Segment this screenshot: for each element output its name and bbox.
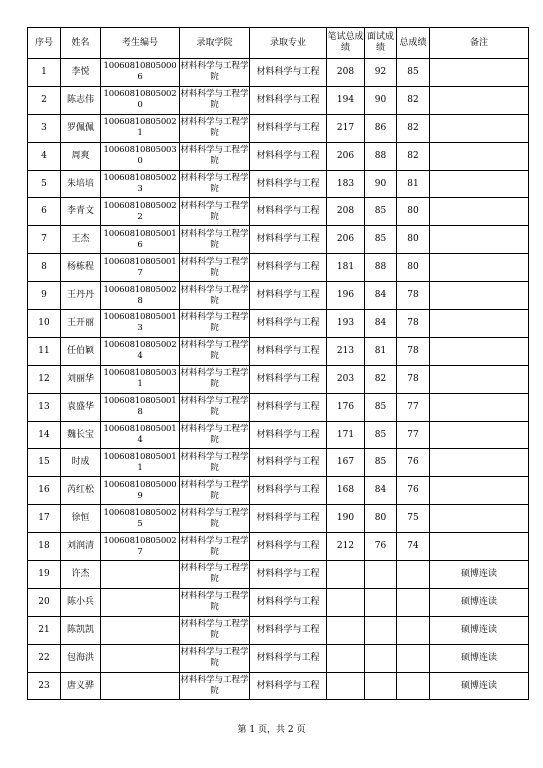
cell-college: 材料科学与工程学院: [180, 588, 250, 616]
table-row: [28, 477, 529, 505]
cell-exam-id: 100608108050025: [101, 505, 180, 533]
cell-major: 材料科学与工程: [250, 477, 327, 505]
table-row: [28, 254, 529, 282]
cell-major: 材料科学与工程: [250, 421, 327, 449]
cell-exam-id: 100608108050006: [101, 59, 180, 87]
table-row: [28, 282, 529, 310]
cell-total-score: [397, 672, 430, 700]
cell-seq: 10: [28, 310, 61, 338]
cell-written-score: 196: [327, 282, 365, 310]
cell-name: 时成: [61, 449, 101, 477]
cell-remark: [430, 505, 529, 533]
cell-written-score: [327, 644, 365, 672]
table-row: [28, 505, 529, 533]
cell-exam-id: 100608108050018: [101, 393, 180, 421]
cell-major: 材料科学与工程: [250, 393, 327, 421]
cell-remark: [430, 198, 529, 226]
cell-college: 材料科学与工程学院: [180, 505, 250, 533]
cell-remark: [430, 254, 529, 282]
cell-total-score: 75: [397, 505, 430, 533]
cell-seq: 21: [28, 616, 61, 644]
cell-remark: 硕博连读: [430, 561, 529, 589]
table-row: [28, 421, 529, 449]
cell-written-score: 167: [327, 449, 365, 477]
table-row: [28, 561, 529, 589]
cell-major: 材料科学与工程: [250, 616, 327, 644]
cell-interview-score: 84: [365, 477, 397, 505]
cell-college: 材料科学与工程学院: [180, 533, 250, 561]
cell-exam-id: 100608108050030: [101, 142, 180, 170]
cell-total-score: [397, 588, 430, 616]
cell-major: 材料科学与工程: [250, 644, 327, 672]
cell-interview-score: [365, 644, 397, 672]
cell-written-score: 168: [327, 477, 365, 505]
cell-written-score: 208: [327, 59, 365, 87]
cell-seq: 3: [28, 114, 61, 142]
cell-name: 陈凯凯: [61, 616, 101, 644]
cell-name: 陈志伟: [61, 86, 101, 114]
cell-written-score: 208: [327, 198, 365, 226]
cell-name: 王丹丹: [61, 282, 101, 310]
cell-written-score: [327, 672, 365, 700]
cell-exam-id: 100608108050024: [101, 337, 180, 365]
cell-seq: 12: [28, 365, 61, 393]
cell-major: 材料科学与工程: [250, 672, 327, 700]
header-seq: 序号: [28, 28, 61, 59]
page-footer: 第 1 页，共 2 页: [237, 725, 306, 735]
cell-total-score: 82: [397, 86, 430, 114]
cell-written-score: [327, 588, 365, 616]
cell-name: 朱培培: [61, 170, 101, 198]
cell-interview-score: 85: [365, 421, 397, 449]
cell-total-score: 78: [397, 282, 430, 310]
cell-exam-id: [101, 588, 180, 616]
cell-total-score: [397, 616, 430, 644]
cell-remark: [430, 365, 529, 393]
cell-remark: [430, 477, 529, 505]
cell-exam-id: [101, 616, 180, 644]
cell-college: 材料科学与工程学院: [180, 337, 250, 365]
cell-remark: [430, 59, 529, 87]
cell-interview-score: 85: [365, 449, 397, 477]
cell-seq: 4: [28, 142, 61, 170]
cell-major: 材料科学与工程: [250, 533, 327, 561]
table-row: [28, 449, 529, 477]
cell-name: 唐义骅: [61, 672, 101, 700]
cell-name: 李悦: [61, 59, 101, 87]
cell-exam-id: 100608108050011: [101, 449, 180, 477]
cell-interview-score: 88: [365, 142, 397, 170]
cell-college: 材料科学与工程学院: [180, 86, 250, 114]
cell-remark: [430, 533, 529, 561]
cell-remark: 硕博连读: [430, 616, 529, 644]
cell-seq: 7: [28, 226, 61, 254]
table-row: [28, 588, 529, 616]
cell-total-score: 76: [397, 449, 430, 477]
cell-total-score: 82: [397, 142, 430, 170]
cell-seq: 16: [28, 477, 61, 505]
cell-name: 王开丽: [61, 310, 101, 338]
table-row: [28, 365, 529, 393]
cell-name: 周爽: [61, 142, 101, 170]
cell-seq: 22: [28, 644, 61, 672]
cell-written-score: 217: [327, 114, 365, 142]
cell-remark: [430, 86, 529, 114]
cell-interview-score: 81: [365, 337, 397, 365]
cell-college: 材料科学与工程学院: [180, 421, 250, 449]
table-row: [28, 393, 529, 421]
cell-seq: 14: [28, 421, 61, 449]
cell-total-score: 85: [397, 59, 430, 87]
cell-interview-score: [365, 616, 397, 644]
cell-remark: [430, 337, 529, 365]
cell-exam-id: 100608108050023: [101, 170, 180, 198]
cell-total-score: 76: [397, 477, 430, 505]
table-body: [28, 59, 529, 700]
cell-college: 材料科学与工程学院: [180, 449, 250, 477]
table-row: [28, 310, 529, 338]
cell-name: 袁盛华: [61, 393, 101, 421]
cell-written-score: 193: [327, 310, 365, 338]
cell-name: 许杰: [61, 561, 101, 589]
header-remark: 备注: [430, 28, 529, 59]
header-row: [28, 28, 529, 59]
cell-interview-score: 90: [365, 86, 397, 114]
cell-college: 材料科学与工程学院: [180, 616, 250, 644]
cell-college: 材料科学与工程学院: [180, 393, 250, 421]
cell-major: 材料科学与工程: [250, 505, 327, 533]
cell-college: 材料科学与工程学院: [180, 477, 250, 505]
cell-remark: [430, 170, 529, 198]
cell-written-score: [327, 561, 365, 589]
cell-total-score: 78: [397, 365, 430, 393]
cell-remark: 硕博连读: [430, 672, 529, 700]
cell-total-score: 78: [397, 310, 430, 338]
cell-interview-score: 80: [365, 505, 397, 533]
cell-seq: 6: [28, 198, 61, 226]
cell-major: 材料科学与工程: [250, 588, 327, 616]
cell-major: 材料科学与工程: [250, 449, 327, 477]
cell-name: 芮红松: [61, 477, 101, 505]
cell-seq: 5: [28, 170, 61, 198]
cell-written-score: 176: [327, 393, 365, 421]
cell-exam-id: 100608108050027: [101, 533, 180, 561]
cell-major: 材料科学与工程: [250, 561, 327, 589]
cell-name: 刘润清: [61, 533, 101, 561]
cell-written-score: 206: [327, 142, 365, 170]
cell-major: 材料科学与工程: [250, 59, 327, 87]
cell-college: 材料科学与工程学院: [180, 644, 250, 672]
cell-major: 材料科学与工程: [250, 365, 327, 393]
cell-exam-id: 100608108050021: [101, 114, 180, 142]
cell-college: 材料科学与工程学院: [180, 365, 250, 393]
cell-name: 杨栋程: [61, 254, 101, 282]
cell-remark: 硕博连读: [430, 644, 529, 672]
cell-interview-score: 85: [365, 393, 397, 421]
cell-exam-id: 100608108050016: [101, 226, 180, 254]
table-header: [28, 28, 529, 59]
admission-table: [27, 27, 529, 700]
cell-major: 材料科学与工程: [250, 337, 327, 365]
cell-seq: 18: [28, 533, 61, 561]
cell-total-score: 74: [397, 533, 430, 561]
cell-major: 材料科学与工程: [250, 254, 327, 282]
cell-name: 任伯颖: [61, 337, 101, 365]
cell-total-score: 80: [397, 198, 430, 226]
cell-total-score: [397, 561, 430, 589]
cell-exam-id: [101, 561, 180, 589]
table-row: [28, 672, 529, 700]
cell-seq: 17: [28, 505, 61, 533]
cell-total-score: 80: [397, 226, 430, 254]
header-college: 录取学院: [180, 28, 250, 59]
header-total-score: 总成绩: [397, 28, 430, 59]
cell-seq: 19: [28, 561, 61, 589]
cell-seq: 23: [28, 672, 61, 700]
cell-college: 材料科学与工程学院: [180, 170, 250, 198]
cell-college: 材料科学与工程学院: [180, 142, 250, 170]
cell-major: 材料科学与工程: [250, 142, 327, 170]
cell-name: 刘丽华: [61, 365, 101, 393]
cell-seq: 1: [28, 59, 61, 87]
cell-total-score: 81: [397, 170, 430, 198]
cell-interview-score: [365, 561, 397, 589]
cell-remark: [430, 114, 529, 142]
table-row: [28, 198, 529, 226]
cell-seq: 2: [28, 86, 61, 114]
cell-major: 材料科学与工程: [250, 282, 327, 310]
table-row: [28, 616, 529, 644]
cell-exam-id: 100608108050022: [101, 198, 180, 226]
cell-name: 包海洪: [61, 644, 101, 672]
cell-interview-score: 85: [365, 198, 397, 226]
cell-name: 王杰: [61, 226, 101, 254]
cell-interview-score: 84: [365, 282, 397, 310]
cell-college: 材料科学与工程学院: [180, 310, 250, 338]
cell-seq: 20: [28, 588, 61, 616]
cell-interview-score: 85: [365, 226, 397, 254]
cell-remark: [430, 142, 529, 170]
cell-written-score: 181: [327, 254, 365, 282]
table-row: [28, 337, 529, 365]
cell-written-score: 213: [327, 337, 365, 365]
cell-college: 材料科学与工程学院: [180, 672, 250, 700]
cell-total-score: 82: [397, 114, 430, 142]
cell-major: 材料科学与工程: [250, 198, 327, 226]
cell-college: 材料科学与工程学院: [180, 282, 250, 310]
cell-total-score: 77: [397, 421, 430, 449]
cell-exam-id: 100608108050014: [101, 421, 180, 449]
cell-written-score: 171: [327, 421, 365, 449]
cell-exam-id: 100608108050017: [101, 254, 180, 282]
cell-exam-id: 100608108050031: [101, 365, 180, 393]
cell-college: 材料科学与工程学院: [180, 114, 250, 142]
cell-seq: 9: [28, 282, 61, 310]
cell-name: 陈小兵: [61, 588, 101, 616]
cell-exam-id: [101, 672, 180, 700]
header-major: 录取专业: [250, 28, 327, 59]
cell-exam-id: 100608108050013: [101, 310, 180, 338]
cell-remark: 硕博连读: [430, 588, 529, 616]
cell-interview-score: 88: [365, 254, 397, 282]
cell-total-score: [397, 644, 430, 672]
cell-interview-score: [365, 588, 397, 616]
cell-college: 材料科学与工程学院: [180, 254, 250, 282]
cell-remark: [430, 449, 529, 477]
cell-name: 李青文: [61, 198, 101, 226]
admission-list-sheet: [27, 27, 528, 700]
table-row: [28, 86, 529, 114]
table-row: [28, 226, 529, 254]
cell-exam-id: 100608108050028: [101, 282, 180, 310]
cell-interview-score: 82: [365, 365, 397, 393]
cell-name: 魏长宝: [61, 421, 101, 449]
header-written-score: 笔试总成绩: [327, 28, 365, 59]
cell-seq: 11: [28, 337, 61, 365]
cell-remark: [430, 282, 529, 310]
cell-college: 材料科学与工程学院: [180, 226, 250, 254]
cell-written-score: 212: [327, 533, 365, 561]
header-interview-score: 面试成绩: [365, 28, 397, 59]
cell-remark: [430, 226, 529, 254]
cell-total-score: 80: [397, 254, 430, 282]
header-exam-id: 考生编号: [101, 28, 180, 59]
cell-interview-score: 84: [365, 310, 397, 338]
cell-seq: 8: [28, 254, 61, 282]
cell-remark: [430, 393, 529, 421]
cell-college: 材料科学与工程学院: [180, 561, 250, 589]
cell-interview-score: [365, 672, 397, 700]
cell-college: 材料科学与工程学院: [180, 59, 250, 87]
cell-written-score: 203: [327, 365, 365, 393]
table-row: [28, 533, 529, 561]
table-row: [28, 59, 529, 87]
cell-written-score: 190: [327, 505, 365, 533]
cell-major: 材料科学与工程: [250, 114, 327, 142]
cell-interview-score: 86: [365, 114, 397, 142]
table-row: [28, 644, 529, 672]
cell-seq: 15: [28, 449, 61, 477]
cell-total-score: 77: [397, 393, 430, 421]
cell-written-score: 194: [327, 86, 365, 114]
cell-college: 材料科学与工程学院: [180, 198, 250, 226]
cell-exam-id: [101, 644, 180, 672]
cell-major: 材料科学与工程: [250, 86, 327, 114]
cell-major: 材料科学与工程: [250, 226, 327, 254]
header-name: 姓名: [61, 28, 101, 59]
cell-written-score: [327, 616, 365, 644]
cell-written-score: 183: [327, 170, 365, 198]
cell-remark: [430, 421, 529, 449]
cell-interview-score: 92: [365, 59, 397, 87]
cell-name: 罗佩佩: [61, 114, 101, 142]
table-row: [28, 142, 529, 170]
cell-total-score: 78: [397, 337, 430, 365]
cell-exam-id: 100608108050009: [101, 477, 180, 505]
cell-seq: 13: [28, 393, 61, 421]
cell-major: 材料科学与工程: [250, 310, 327, 338]
cell-major: 材料科学与工程: [250, 170, 327, 198]
cell-interview-score: 76: [365, 533, 397, 561]
cell-remark: [430, 310, 529, 338]
table-row: [28, 170, 529, 198]
cell-written-score: 206: [327, 226, 365, 254]
cell-exam-id: 100608108050020: [101, 86, 180, 114]
cell-name: 徐恒: [61, 505, 101, 533]
cell-interview-score: 90: [365, 170, 397, 198]
table-row: [28, 114, 529, 142]
